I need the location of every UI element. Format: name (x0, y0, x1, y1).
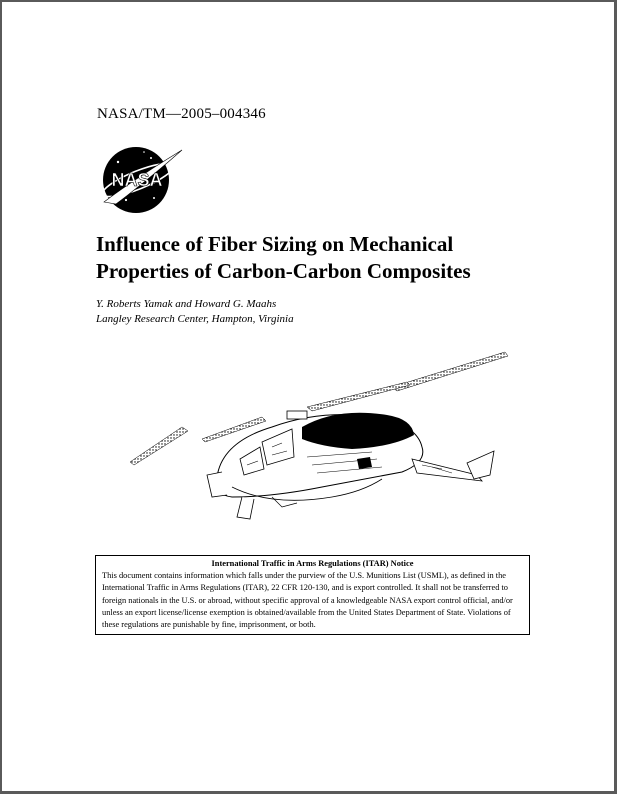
title-line-2: Properties of Carbon-Carbon Composites (96, 259, 471, 283)
nasa-logo-text: NASA (111, 170, 163, 190)
author-block (96, 297, 294, 327)
itar-body: This document contains information which falls under the purview of the U.S. Munitions List (USML), as defined in the International Traffic in Arms Regulations (ITAR), 22 CFR 120-130, and is export controlled. It shall not be transferred to foreign nationals in the U.S. or abroad, without specific approval of a knowledgeable NASA export control official, and/or unless an export license/license exemption is obtained/available from the United States Department of State. Violations of these regulations are punishable by fine, imprisonment, or both. (102, 571, 513, 630)
itar-heading: International Traffic in Arms Regulations (ITAR) Notice (211, 559, 414, 568)
document-title (96, 231, 546, 285)
helicopter-illustration (122, 347, 512, 527)
affiliation: Langley Research Center, Hampton, Virginia (96, 313, 294, 325)
report-number: NASA/TM—2005–004346 (97, 106, 266, 122)
title-line-1: Influence of Fiber Sizing on Mechanical (96, 232, 454, 256)
nasa-logo-icon (96, 140, 186, 218)
itar-notice (95, 555, 530, 635)
authors: Y. Roberts Yamak and Howard G. Maahs (96, 298, 277, 310)
